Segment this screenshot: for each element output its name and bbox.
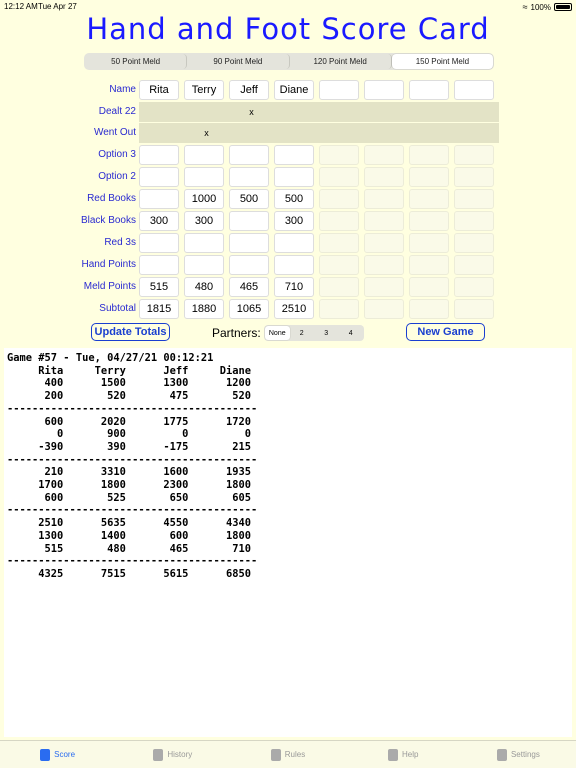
- row-label: Black Books: [80, 215, 136, 226]
- score-cell[interactable]: [409, 211, 449, 231]
- page-title: Hand and Foot Score Card: [86, 12, 490, 46]
- row-label: Option 2: [98, 171, 136, 182]
- settings-icon: [497, 749, 507, 761]
- score-cell[interactable]: [139, 255, 179, 275]
- score-cell[interactable]: [409, 189, 449, 209]
- score-cell[interactable]: 500: [229, 189, 269, 209]
- score-cell[interactable]: [184, 233, 224, 253]
- score-cell[interactable]: [454, 299, 494, 319]
- score-cell[interactable]: Rita: [139, 80, 179, 100]
- score-cell[interactable]: [364, 277, 404, 297]
- score-cell[interactable]: 2510: [274, 299, 314, 319]
- score-cell[interactable]: [409, 299, 449, 319]
- row-red-books: [0, 189, 576, 209]
- score-cell[interactable]: [409, 102, 454, 122]
- row-label: Dealt 22: [98, 106, 136, 117]
- score-cell[interactable]: [454, 80, 494, 100]
- score-cell[interactable]: 1065: [229, 299, 269, 319]
- row-dealt-22: [0, 102, 576, 122]
- meld-option-1[interactable]: 90 Point Meld: [187, 54, 289, 69]
- score-cell[interactable]: [454, 167, 494, 187]
- row-label: Option 3: [98, 149, 136, 160]
- score-cell[interactable]: [274, 255, 314, 275]
- partners-option-none[interactable]: None: [265, 326, 290, 340]
- score-cell[interactable]: x: [184, 123, 229, 143]
- score-cell[interactable]: [229, 211, 269, 231]
- tab-bar: [0, 740, 576, 768]
- meld-selector: [84, 53, 494, 70]
- score-cell[interactable]: 500: [274, 189, 314, 209]
- score-cell[interactable]: [409, 80, 449, 100]
- score-cell[interactable]: [454, 123, 499, 143]
- meld-option-2[interactable]: 120 Point Meld: [290, 54, 392, 69]
- meld-option-3[interactable]: 150 Point Meld: [392, 54, 493, 69]
- score-cell[interactable]: [229, 167, 269, 187]
- battery-percent: 100%: [530, 2, 551, 12]
- tab-score[interactable]: [0, 741, 115, 768]
- score-cell[interactable]: [139, 167, 179, 187]
- tab-rules[interactable]: [230, 741, 345, 768]
- tab-label: Score: [54, 750, 76, 759]
- tab-history[interactable]: [115, 741, 230, 768]
- score-cell[interactable]: [274, 233, 314, 253]
- tab-label: Rules: [284, 750, 306, 759]
- score-cell[interactable]: [139, 233, 179, 253]
- partners-option-4[interactable]: 4: [348, 329, 353, 337]
- game-history-log: Game #57 - Tue, 04/27/21 00:12:21 Rita Terry Jeff Diane 400 1500 1300 1200 200 520 475 520 ---------------------------------------- 600 2020 1775 1720 0 900 0 0 -390 390 -175 215 ---------------------------------------- 210 3310 1600 1935 1700 1800 2300 1800 600 525 650 605 ---------------------------------------- 2510 5635 4550 4340 1300 1400 600 1800 515 480 465 710 ---------------------------------------- 4325 7515 5615 6850: [4, 348, 572, 737]
- row-subtotal: [0, 299, 576, 319]
- update-totals-button[interactable]: Update Totals: [91, 323, 170, 341]
- score-cell[interactable]: [274, 145, 314, 165]
- status-right: [523, 2, 572, 12]
- score-cell[interactable]: 710: [274, 277, 314, 297]
- score-cell[interactable]: [364, 233, 404, 253]
- score-cell[interactable]: [319, 277, 359, 297]
- score-cell[interactable]: [364, 123, 409, 143]
- score-cell[interactable]: [319, 167, 359, 187]
- score-cell[interactable]: [409, 145, 449, 165]
- score-cell[interactable]: [274, 102, 319, 122]
- score-cell[interactable]: [319, 299, 359, 319]
- score-cell[interactable]: [454, 189, 494, 209]
- score-cell[interactable]: [364, 102, 409, 122]
- help-icon: [388, 749, 398, 761]
- score-cell[interactable]: [319, 145, 359, 165]
- score-cell[interactable]: [184, 167, 224, 187]
- score-cell[interactable]: 480: [184, 277, 224, 297]
- row-red-3s: [0, 233, 576, 253]
- score-cell[interactable]: 300: [274, 211, 314, 231]
- score-cell[interactable]: [184, 145, 224, 165]
- score-cell[interactable]: 300: [184, 211, 224, 231]
- partners-label: Partners:: [212, 326, 261, 340]
- rules-icon: [271, 749, 281, 761]
- tab-label: History: [167, 750, 193, 759]
- history-icon: [153, 749, 163, 761]
- row-name: [0, 80, 576, 100]
- row-option-2: [0, 167, 576, 187]
- score-cell[interactable]: 1000: [184, 189, 224, 209]
- row-hand-points: [0, 255, 576, 275]
- score-cell[interactable]: [319, 123, 364, 143]
- score-cell[interactable]: [139, 102, 184, 122]
- score-cell[interactable]: [454, 145, 494, 165]
- partners-selector: [264, 325, 364, 341]
- score-cell[interactable]: Jeff: [229, 80, 269, 100]
- status-date: Tue Apr 27: [38, 2, 77, 11]
- tab-help[interactable]: [346, 741, 461, 768]
- score-cell[interactable]: [454, 277, 494, 297]
- status-time: 12:12 AM: [4, 2, 38, 11]
- tab-settings[interactable]: [461, 741, 576, 768]
- partners-option-2[interactable]: 2: [299, 329, 304, 337]
- row-label: Name: [109, 84, 136, 95]
- score-cell[interactable]: [454, 102, 499, 122]
- score-cell[interactable]: [454, 255, 494, 275]
- score-cell[interactable]: [184, 255, 224, 275]
- score-cell[interactable]: [409, 167, 449, 187]
- tab-label: Help: [401, 750, 419, 759]
- score-cell[interactable]: [139, 145, 179, 165]
- score-cell[interactable]: [364, 189, 404, 209]
- row-meld-points: [0, 277, 576, 297]
- score-cell[interactable]: [319, 189, 359, 209]
- score-cell[interactable]: 465: [229, 277, 269, 297]
- score-cell[interactable]: [454, 211, 494, 231]
- row-black-books: [0, 211, 576, 231]
- score-cell[interactable]: [364, 299, 404, 319]
- score-cell[interactable]: x: [229, 102, 274, 122]
- score-cell[interactable]: [454, 233, 494, 253]
- row-label: Meld Points: [83, 281, 136, 292]
- score-cell[interactable]: [274, 123, 319, 143]
- score-cell[interactable]: [319, 233, 359, 253]
- score-cell[interactable]: [139, 189, 179, 209]
- row-label: Red Books: [87, 193, 136, 204]
- wifi-icon: ≈: [522, 2, 528, 12]
- battery-icon: [554, 3, 572, 11]
- score-cell[interactable]: [229, 255, 269, 275]
- score-cell[interactable]: [229, 123, 274, 143]
- score-cell[interactable]: [409, 255, 449, 275]
- row-went-out: [0, 123, 576, 143]
- score-cell[interactable]: [184, 102, 229, 122]
- score-cell[interactable]: [274, 167, 314, 187]
- score-cell[interactable]: [364, 211, 404, 231]
- score-cell[interactable]: [364, 167, 404, 187]
- score-cell[interactable]: [319, 80, 359, 100]
- row-label: Went Out: [93, 127, 136, 138]
- score-cell[interactable]: [139, 123, 184, 143]
- score-cell[interactable]: Terry: [184, 80, 224, 100]
- score-cell[interactable]: [364, 145, 404, 165]
- score-cell[interactable]: [319, 211, 359, 231]
- score-cell[interactable]: 1815: [139, 299, 179, 319]
- score-cell[interactable]: Diane: [274, 80, 314, 100]
- score-cell[interactable]: [229, 233, 269, 253]
- score-cell[interactable]: 300: [139, 211, 179, 231]
- row-label: Red 3s: [104, 237, 136, 248]
- partners-option-3[interactable]: 3: [324, 329, 329, 337]
- score-cell[interactable]: [319, 255, 359, 275]
- score-cell[interactable]: 515: [139, 277, 179, 297]
- score-cell[interactable]: 1880: [184, 299, 224, 319]
- score-icon: [40, 749, 50, 761]
- row-label: Hand Points: [81, 259, 136, 270]
- tab-label: Settings: [510, 750, 540, 759]
- row-option-3: [0, 145, 576, 165]
- meld-option-0[interactable]: 50 Point Meld: [85, 54, 187, 69]
- score-cell[interactable]: [319, 102, 364, 122]
- score-cell[interactable]: [409, 233, 449, 253]
- row-label: Subtotal: [99, 303, 136, 314]
- score-cell[interactable]: [364, 255, 404, 275]
- new-game-button[interactable]: New Game: [406, 323, 485, 341]
- score-cell[interactable]: [229, 145, 269, 165]
- score-cell[interactable]: [364, 80, 404, 100]
- score-cell[interactable]: [409, 277, 449, 297]
- score-cell[interactable]: [409, 123, 454, 143]
